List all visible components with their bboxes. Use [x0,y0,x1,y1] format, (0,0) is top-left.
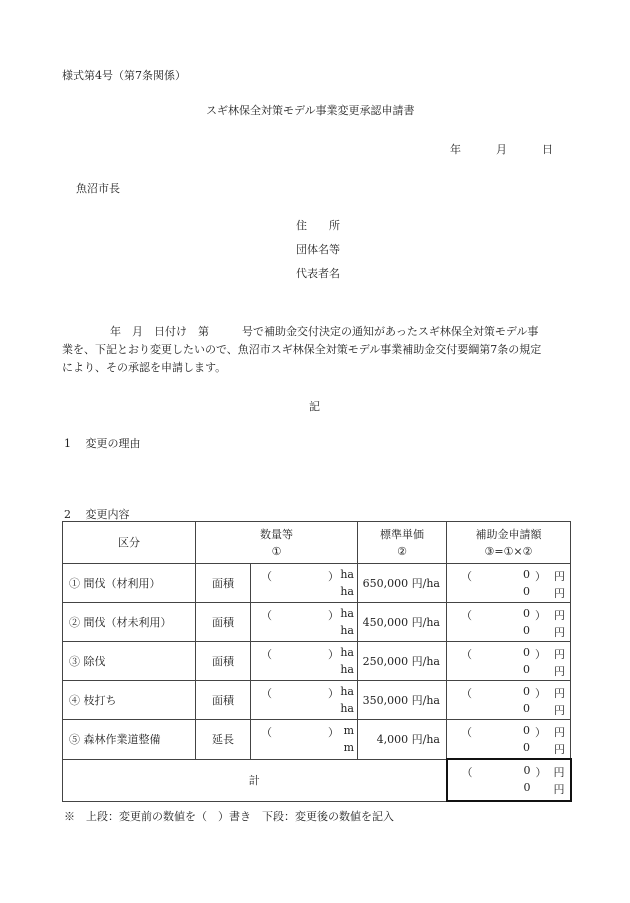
row-amount-after: 0 [523,741,530,754]
footnote: ※ 上段：変更前の数値を（ ）書き 下段：変更後の数値を記入 [64,810,394,823]
total-amount-before: 0 [523,764,531,777]
table-row [63,681,571,720]
section-2-heading: 2 変更内容 [64,508,130,521]
row-amount-before: 0 [523,568,530,581]
row-unit-before: ha [340,568,354,581]
row-amount-before: 0 [523,646,530,659]
form-number: 様式第4号（第7条関係） [62,69,186,82]
header-quantity: 数量等 ① [196,522,358,564]
row-request-cell[interactable]: （ 0 ） 円 0 円 [447,720,571,760]
date-day: 日 [542,143,553,156]
date-month: 月 [496,143,507,156]
total-label: 計 [63,759,447,801]
body-line-1: 年 月 日付け 第 号で補助金交付決定の通知があったスギ林保全対策モデル事 [110,325,539,338]
applicant-org-label: 団体名等 [296,243,340,256]
row-unit-after: ha [340,663,354,676]
table-row [63,603,571,642]
row-unit-after: m [343,741,354,754]
row-unit-before: ha [340,685,354,698]
row-unit-after: ha [340,585,354,598]
row-unit-before: ha [340,646,354,659]
row-name: ③ 除伐 [63,642,196,681]
applicant-rep-label: 代表者名 [296,267,340,280]
row-standard-price: 450,000 円/ha [358,603,447,642]
table-row [63,720,571,760]
header-standard-price: 標準単価 ② [358,522,447,564]
row-quantity-cell[interactable]: （ ） ha ha [251,642,358,681]
document-title: スギ林保全対策モデル事業変更承認申請書 [206,104,415,117]
row-request-cell[interactable]: （ 0 ） 円 0 円 [447,564,571,603]
row-quantity-cell[interactable]: （ ） ha ha [251,603,358,642]
table-header-row [63,522,571,564]
row-standard-price: 250,000 円/ha [358,642,447,681]
row-measure: 面積 [196,642,251,681]
row-amount-before: 0 [523,724,530,737]
total-amount-after: 0 [523,781,531,794]
row-quantity-cell[interactable]: （ ） ha ha [251,681,358,720]
table-row [63,642,571,681]
date-year: 年 [450,143,461,156]
row-amount-after: 0 [523,663,530,676]
row-amount-after: 0 [523,702,530,715]
row-standard-price: 650,000 円/ha [358,564,447,603]
row-measure: 延長 [196,720,251,760]
row-name: ④ 枝打ち [63,681,196,720]
header-request-amount: 補助金申請額 ③=①×② [447,522,571,564]
row-request-cell[interactable]: （ 0 ） 円 0 円 [447,603,571,642]
row-request-cell[interactable]: （ 0 ） 円 0 円 [447,681,571,720]
row-unit-after: ha [340,702,354,715]
row-standard-price: 4,000 円/ha [358,720,447,760]
section-1-heading: 1 変更の理由 [64,437,141,450]
body-line-2: 業を、下記とおり変更したいので、魚沼市スギ林保全対策モデル事業補助金交付要綱第7条の規定 [62,343,542,356]
row-quantity-cell[interactable]: （ ） ha ha [251,564,358,603]
total-row [63,759,571,801]
row-name: ① 間伐（材利用） [63,564,196,603]
row-standard-price: 350,000 円/ha [358,681,447,720]
row-name: ② 間伐（材未利用） [63,603,196,642]
row-quantity-cell[interactable]: （ ） m m [251,720,358,760]
row-request-cell[interactable]: （ 0 ） 円 0 円 [447,642,571,681]
row-amount-before: 0 [523,607,530,620]
addressee: 魚沼市長 [76,182,120,195]
table-row [63,564,571,603]
row-amount-before: 0 [523,685,530,698]
row-measure: 面積 [196,564,251,603]
row-measure: 面積 [196,603,251,642]
row-amount-after: 0 [523,585,530,598]
applicant-address-label: 住 所 [296,219,340,232]
row-amount-after: 0 [523,624,530,637]
row-unit-after: ha [340,624,354,637]
row-unit-before: m [343,724,354,737]
row-measure: 面積 [196,681,251,720]
total-request-cell[interactable]: （ 0 ） 円 0 円 [447,759,571,801]
ki-heading: 記 [309,400,320,413]
row-unit-before: ha [340,607,354,620]
body-line-3: により、その承認を申請します。 [62,361,227,374]
row-name: ⑤ 森林作業道整備 [63,720,196,760]
header-kubun: 区分 [63,522,196,564]
change-content-table [62,521,572,802]
